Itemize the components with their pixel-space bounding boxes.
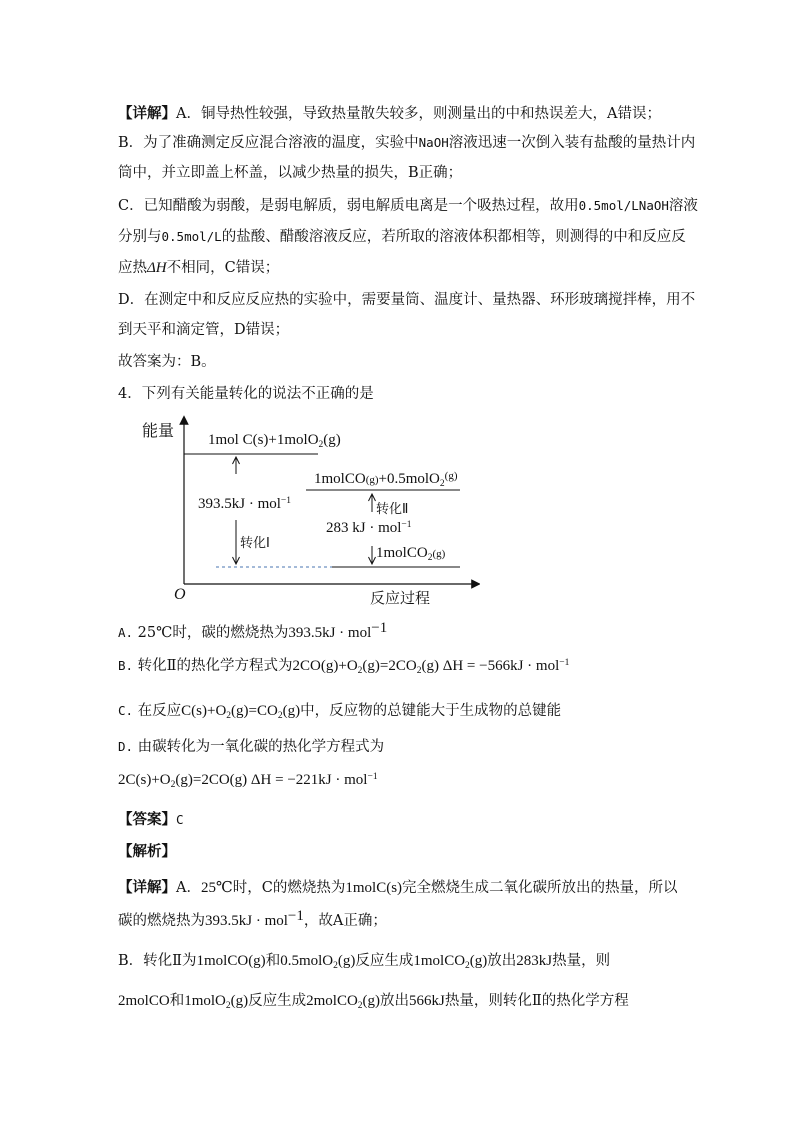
- detail-tag: 【详解】: [118, 105, 176, 122]
- option-a-label: A.: [118, 625, 134, 640]
- detail-d-text-1: D．在测定中和反应反应热的实验中，需要量筒、温度计、量热器、环形玻璃搅拌棒，用不: [118, 292, 696, 308]
- question-4-stem-text: 4．下列有关能量转化的说法不正确的是: [118, 386, 374, 402]
- option-c-text-1: 在反应: [137, 703, 182, 719]
- explain-b-2co: 2molCO: [118, 993, 170, 1009]
- detail-c-text-3: 分别与: [118, 229, 162, 245]
- energy-283-label: 283 kJ · mol$^{-1}$: [326, 520, 412, 536]
- detail-c-conc-1: 0.5mol/LNaOH: [578, 198, 669, 213]
- answer-line: [118, 810, 688, 830]
- detail-c-text-6: 不相同，C错误；: [166, 260, 280, 276]
- explain-b-566: 566kJ: [409, 993, 445, 1009]
- option-a-value: 393.5kJ · mol: [288, 625, 372, 641]
- step-1-label: 转化Ⅰ: [240, 536, 270, 551]
- detail-c-text-4: 的盐酸、醋酸溶液反应，若所取的溶液体积都相等，则测得的中和反应反: [221, 229, 686, 245]
- explain-a-line-2: 碳的燃烧热为393.5kJ · mol$^{-1}$，故A正确；: [118, 908, 387, 929]
- detail-c-line-1: [118, 196, 698, 216]
- detail-d-line-1: [118, 290, 696, 310]
- option-b-label: B.: [118, 658, 134, 673]
- detail-d-text-2: 到天平和滴定管，D错误；: [118, 322, 290, 338]
- detail-c-delta-h: ΔH: [147, 260, 167, 276]
- explain-b-o2: 0.5molO$_2$(g): [280, 953, 356, 971]
- detail-b-line-1: [118, 133, 696, 153]
- option-d-label: D.: [118, 739, 134, 754]
- option-c-label: C.: [118, 703, 134, 718]
- explain-a-line-1: 【详解】A．25℃时，C的燃烧热为1molC(s)完全燃烧生成二氧化碳所放出的热量，所以: [118, 879, 678, 896]
- explain-b-line-1: B．转化Ⅱ为1molCO(g)和0.5molO$_2$(g)反应生成1molCO$_2$(g)放出283kJ热量，则: [118, 953, 611, 971]
- answer-tag: 【答案】: [118, 811, 176, 828]
- detail-answer-line: [118, 352, 688, 372]
- energy-393-label: 393.5kJ · mol$^{-1}$: [198, 496, 292, 512]
- option-a-text: 25℃时，碳的燃烧热为: [137, 625, 289, 641]
- detail-b-text-1: B．为了准确测定反应混合溶液的温度，实验中: [118, 135, 419, 151]
- detail-b-naoh: NaOH: [418, 135, 449, 150]
- analysis-tag: 【解析】: [118, 843, 176, 860]
- explain-b-1o2: 1molO$_2$(g): [184, 993, 249, 1011]
- explain-a-mol: 1molC(s): [345, 880, 403, 896]
- detail-b-text-3: 筒中，并立即盖上杯盖，以减少热量的损失，B正确；: [118, 165, 463, 181]
- level-top-label: 1mol C(s)+1molO$_2$(g): [208, 432, 341, 450]
- detail-b-text-2: 溶液迅速一次倒入装有盐酸的量热计内: [448, 135, 696, 151]
- detail-a-text: A．铜导热性较强，导致热量散失较多，则测量出的中和热误差大，A错误；: [176, 106, 661, 122]
- level-bottom-label: 1molCO$_2$(g): [376, 545, 446, 563]
- explain-a-temp: 25℃: [200, 880, 233, 896]
- explain-b-co2: 1molCO$_2$(g): [413, 953, 488, 971]
- y-axis-label: 能量: [142, 421, 175, 440]
- question-4-stem: [118, 384, 688, 404]
- option-b-equation: $2CO(g)+O_2(g)=2CO_2(g) \Delta H = -566kJ \cdot mol^{-1}$: [292, 658, 570, 676]
- analysis-line: [118, 842, 688, 862]
- option-b: [118, 656, 688, 676]
- explain-b-co: 1molCO(g): [196, 953, 266, 969]
- x-axis-label: 反应过程: [370, 589, 431, 607]
- option-c-equation: $C(s)+O_2(g)=CO_2(g)$: [181, 703, 301, 721]
- detail-c-text-1: C．已知醋酸为弱酸，是弱电解质，弱电解质电离是一个吸热过程，故用: [118, 198, 579, 214]
- explain-b-2co2: 2molCO$_2$(g): [306, 993, 381, 1011]
- option-d: [118, 737, 688, 757]
- option-c: [118, 701, 688, 721]
- option-d-equation: $2C(s)+O_2(g)=2CO(g) \Delta H = -221kJ \cdot mol^{-1}$: [118, 772, 378, 790]
- origin-label: O: [174, 586, 186, 603]
- step-2-label: 转化Ⅱ: [376, 502, 409, 517]
- answer-value: C: [176, 812, 184, 827]
- detail-c-text-2: 溶液: [668, 198, 698, 214]
- detail-c-conc-2: 0.5mol/L: [161, 229, 222, 244]
- explain-a-value: 393.5kJ · mol: [205, 913, 288, 929]
- detail-a-line: [118, 104, 688, 124]
- option-b-text: 转化Ⅱ的热化学方程式为: [137, 658, 293, 674]
- detail-c-text-5: 应热: [118, 260, 147, 276]
- option-a: [118, 620, 688, 643]
- detail-c-line-3: [118, 258, 688, 278]
- explain-b-283: 283kJ: [516, 953, 553, 969]
- option-d-text: 由碳转化为一氧化碳的热化学方程式为: [137, 739, 385, 755]
- option-d-equation-line: [118, 770, 688, 790]
- explain-b-line-2: 2molCO和1molO$_2$(g)反应生成2molCO$_2$(g)放出566kJ热量，则转化Ⅱ的热化学方程: [118, 993, 629, 1011]
- explain-detail-tag: 【详解】: [118, 879, 176, 896]
- detail-answer-text: 故答案为：B。: [118, 354, 216, 370]
- level-mid-label: 1molCO(g)+0.5molO$_2^{(g)}$: [314, 470, 458, 489]
- option-a-sup: −1: [371, 620, 388, 636]
- energy-diagram: [142, 412, 480, 608]
- detail-d-line-2: [118, 320, 688, 340]
- detail-c-line-2: [118, 227, 688, 247]
- option-c-text-2: 中，反应物的总键能大于生成物的总键能: [300, 703, 562, 719]
- detail-b-line-2: [118, 163, 688, 183]
